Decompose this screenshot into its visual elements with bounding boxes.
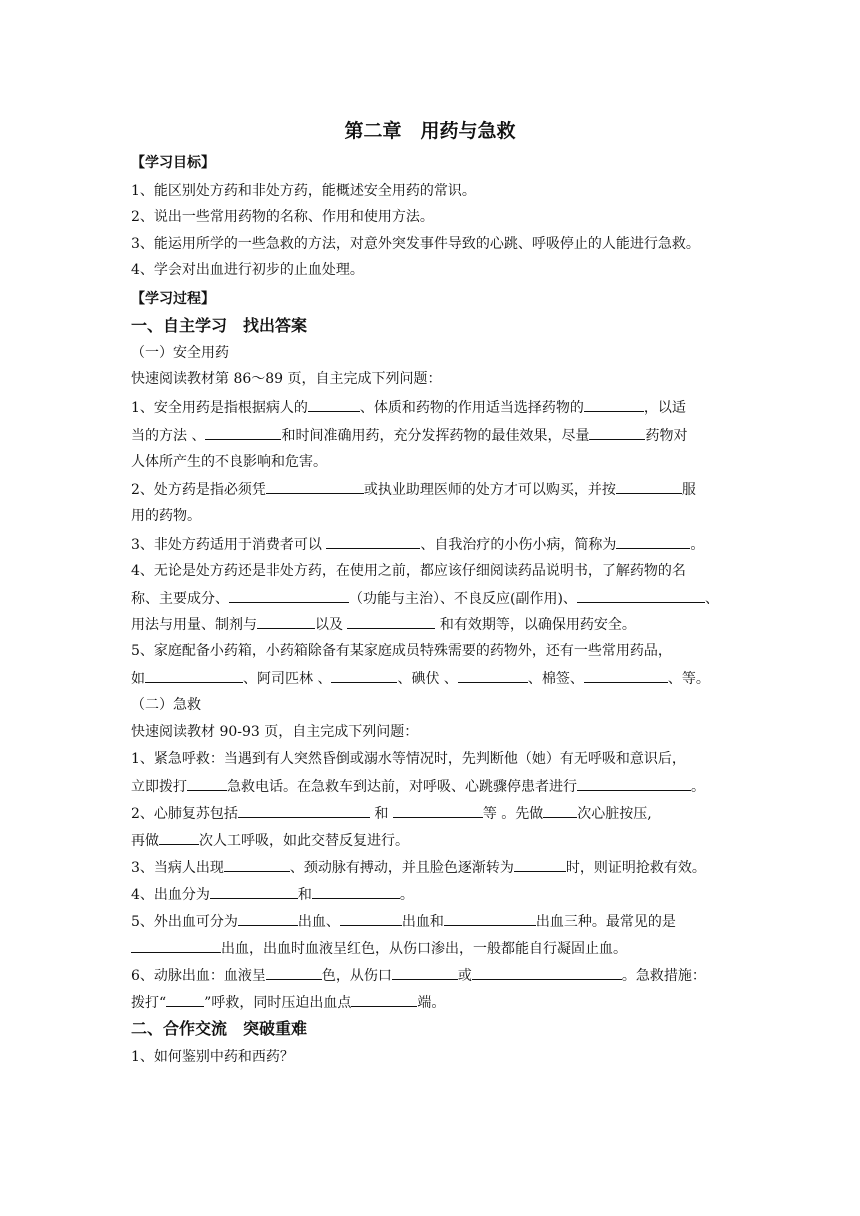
goal-item-2: 2、说出一些常用药物的名称、作用和使用方法。: [131, 209, 434, 225]
reading-instruction-2: 快速阅读教材 90-93 页，自主完成下列问题：: [131, 724, 419, 740]
answer-blank[interactable]: [210, 884, 298, 899]
answer-blank[interactable]: [458, 668, 528, 683]
answer-blank[interactable]: [238, 803, 370, 818]
answer-blank[interactable]: [308, 397, 360, 412]
answer-blank[interactable]: [166, 992, 204, 1007]
process-heading: 【学习过程】: [131, 291, 215, 307]
answer-blank[interactable]: [393, 803, 483, 818]
answer-blank[interactable]: [257, 614, 315, 629]
answer-blank[interactable]: [159, 830, 199, 845]
firstaid-5-line-1: 5、外出血可分为 出血、 出血和 出血三种。最常见的是: [131, 911, 736, 932]
question-5-line-1: 5、家庭配备小药箱，小药箱除备有某家庭成员特殊需要的药物外，还有一些常用药品，: [131, 643, 672, 659]
question-1-line-1: 1、安全用药是指根据病人的 、体质和药物的作用适当选择药物的 ，以适: [131, 397, 736, 418]
question-4-line-1: 4、无论是处方药还是非处方药，在使用之前，都应该仔细阅读药品说明书，了解药物的名: [131, 563, 686, 579]
answer-blank[interactable]: [514, 857, 566, 872]
reading-instruction-1: 快速阅读教材第 86～89 页，自主完成下列问题：: [131, 371, 442, 387]
answer-blank[interactable]: [347, 614, 435, 629]
cooperation-question-1: 1、如何鉴别中药和西药？: [131, 1049, 294, 1065]
answer-blank[interactable]: [312, 884, 400, 899]
answer-blank[interactable]: [331, 668, 397, 683]
answer-blank[interactable]: [145, 668, 243, 683]
answer-blank[interactable]: [444, 911, 536, 926]
answer-blank[interactable]: [616, 534, 690, 549]
answer-blank[interactable]: [340, 911, 402, 926]
section-self-study: 一、自主学习 找出答案: [131, 316, 308, 335]
answer-blank[interactable]: [351, 992, 417, 1007]
answer-blank[interactable]: [577, 776, 691, 791]
question-4-line-2: 称、主要成分、 （功能与主治）、不良反应(副作用)、 、: [131, 588, 736, 609]
question-2-line-2: 用的药物。: [131, 508, 201, 524]
answer-blank[interactable]: [266, 479, 364, 494]
subsection-safe-medication: （一）安全用药: [131, 345, 229, 361]
question-5-line-2: 如 、阿司匹林 、 、碘伏 、 、棉签、 、等。: [131, 668, 736, 689]
answer-blank[interactable]: [577, 588, 705, 603]
answer-blank[interactable]: [205, 425, 281, 440]
firstaid-5-line-2: 出血，出血时血液呈红色，从伤口渗出，一般都能自行凝固止血。: [131, 938, 736, 959]
answer-blank[interactable]: [131, 938, 221, 953]
question-1-line-2: 当的方法 、 和时间准确用药，充分发挥药物的最佳效果，尽量 药物对: [131, 425, 736, 446]
answer-blank[interactable]: [238, 911, 298, 926]
answer-blank[interactable]: [472, 965, 622, 980]
answer-blank[interactable]: [589, 425, 645, 440]
page-title: 第二章 用药与急救: [344, 120, 516, 142]
goal-item-3: 3、能运用所学的一些急救的方法，对意外突发事件导致的心跳、呼吸停止的人能进行急救。: [131, 236, 700, 252]
answer-blank[interactable]: [584, 668, 668, 683]
answer-blank[interactable]: [224, 857, 290, 872]
goal-item-1: 1、能区别处方药和非处方药，能概述安全用药的常识。: [131, 183, 476, 199]
firstaid-4: 4、出血分为 和 。: [131, 884, 736, 905]
answer-blank[interactable]: [543, 803, 577, 818]
answer-blank[interactable]: [616, 479, 682, 494]
answer-blank[interactable]: [187, 776, 227, 791]
goal-item-4: 4、学会对出血进行初步的止血处理。: [131, 262, 364, 278]
firstaid-2-line-2: 再做 次人工呼吸，如此交替反复进行。: [131, 830, 736, 851]
question-3: 3、非处方药适用于消费者可以 、自我治疗的小伤小病，简称为 。: [131, 534, 736, 555]
firstaid-6-line-2: 拨打“ ”呼救，同时压迫出血点 端。: [131, 992, 736, 1013]
answer-blank[interactable]: [229, 588, 349, 603]
answer-blank[interactable]: [392, 965, 458, 980]
firstaid-6-line-1: 6、动脉出血：血液呈 色，从伤口 或 。急救措施：: [131, 965, 736, 986]
answer-blank[interactable]: [584, 397, 644, 412]
subsection-first-aid: （二）急救: [131, 697, 201, 713]
firstaid-2-line-1: 2、心肺复苏包括 和 等 。先做 次心脏按压,: [131, 803, 736, 824]
answer-blank[interactable]: [326, 534, 420, 549]
firstaid-3: 3、当病人出现 、颈动脉有搏动，并且脸色逐渐转为 时，则证明抢救有效。: [131, 857, 736, 878]
section-cooperation: 二、合作交流 突破重难: [131, 1019, 308, 1038]
answer-blank[interactable]: [266, 965, 322, 980]
firstaid-1-line-1: 1、紧急呼救：当遇到有人突然昏倒或溺水等情况时，先判断他（她）有无呼吸和意识后，: [131, 751, 686, 767]
firstaid-1-line-2: 立即拨打 急救电话。在急救车到达前，对呼吸、心跳骤停患者进行 。: [131, 776, 736, 797]
question-1-line-3: 人体所产生的不良影响和危害。: [131, 454, 327, 470]
question-2-line-1: 2、处方药是指必须凭 或执业助理医师的处方才可以购买，并按 服: [131, 479, 736, 500]
goals-heading: 【学习目标】: [131, 155, 215, 171]
question-4-line-3: 用法与用量、制剂与 以及 和有效期等，以确保用药安全。: [131, 614, 736, 635]
